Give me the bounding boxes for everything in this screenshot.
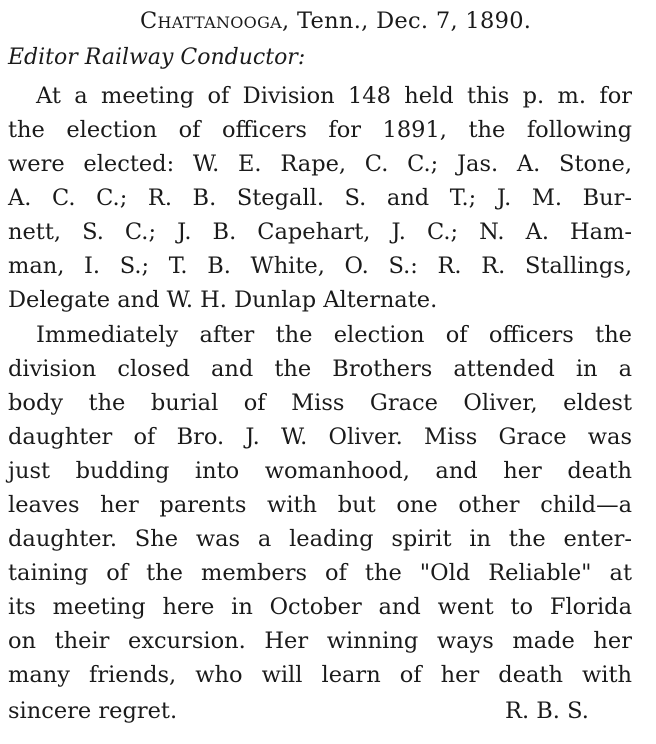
paragraph-line: daughter of Bro. J. W. Oliver. Miss Grace was xyxy=(8,424,632,450)
paragraph-line: A. C. C.; R. B. Stegall. S. and T.; J. M. Bur- xyxy=(8,185,632,211)
paragraph-line: were elected: W. E. Rape, C. C.; Jas. A. Stone, xyxy=(8,151,632,177)
paragraph-line: Immediately after the election of officers the xyxy=(36,322,632,348)
paragraph-line: nett, S. C.; J. B. Capehart, J. C.; N. A. Ham- xyxy=(8,219,632,245)
closing-line xyxy=(8,694,632,728)
paragraph-line: many friends, who will learn of her death with xyxy=(8,662,632,688)
paragraph-line: its meeting here in October and went to Florida xyxy=(8,594,632,620)
signature: R. B. S. xyxy=(505,698,589,724)
paragraph-line: sincere regret. xyxy=(8,698,178,724)
paragraph-line: body the burial of Miss Grace Oliver, eldest xyxy=(8,390,632,416)
paragraph-line: man, I. S.; T. B. White, O. S.: R. R. Stallings, xyxy=(8,253,632,279)
paragraph-line: At a meeting of Division 148 held this p. m. for xyxy=(36,83,632,109)
paragraph-line: Delegate and W. H. Dunlap Alternate. xyxy=(8,287,438,313)
paragraph-line: just budding into womanhood, and her death xyxy=(8,458,632,484)
dateline-city: Chattanooga xyxy=(140,8,283,34)
paragraph-line: leaves her parents with but one other child—a xyxy=(8,492,632,518)
dateline xyxy=(140,4,600,38)
paragraph-line: taining of the members of the "Old Reliable" at xyxy=(8,560,632,586)
paragraph-line: division closed and the Brothers attended in a xyxy=(8,356,632,382)
paragraph-line: the election of officers for 1891, the following xyxy=(8,117,632,143)
salutation: Editor Railway Conductor: xyxy=(8,45,306,70)
paragraph-line: on their excursion. Her winning ways made her xyxy=(8,628,632,654)
dateline-state-date: , Tenn., Dec. 7, 1890. xyxy=(282,8,532,34)
paragraph-line: daughter. She was a leading spirit in the enter- xyxy=(8,526,632,552)
